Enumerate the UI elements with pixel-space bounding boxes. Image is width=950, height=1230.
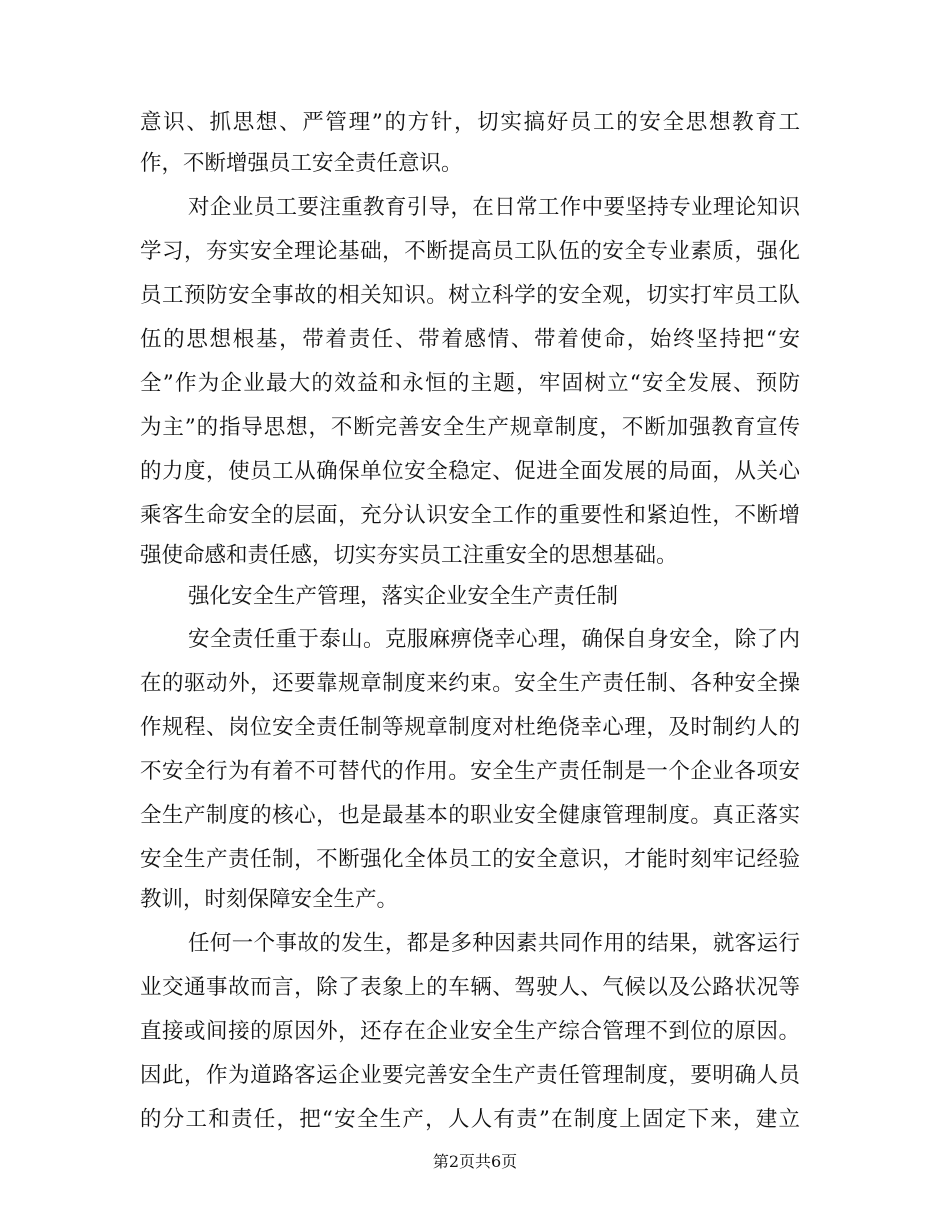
- text-line: 任何一个事故的发生，都是多种因素共同作用的结果，就客运行: [188, 931, 800, 956]
- text-line: 伍的思想根基，带着责任、带着感情、带着使命，始终坚持把“安: [140, 327, 800, 352]
- text-line: 对企业员工要注重教育引导，在日常工作中要坚持专业理论知识: [188, 195, 800, 220]
- text-line: 业交通事故而言，除了表象上的车辆、驾驶人、气候以及公路状况等: [140, 975, 800, 1000]
- text-line: 员工预防安全事故的相关知识。树立科学的安全观，切实打牢员工队: [140, 283, 800, 308]
- text-line: 乘客生命安全的层面，充分认识安全工作的重要性和紧迫性，不断增: [140, 503, 800, 528]
- text-line: 在的驱动外，还要靠规章制度来约束。安全生产责任制、各种安全操: [140, 671, 800, 696]
- text-line: 意识、抓思想、严管理”的方针，切实搞好员工的安全思想教育工: [140, 110, 800, 135]
- text-line: 强使命感和责任感，切实夯实员工注重安全的思想基础。: [140, 543, 678, 568]
- section-heading: 强化安全生产管理，落实企业安全生产责任制: [188, 584, 619, 609]
- text-line: 因此，作为道路客运企业要完善安全生产责任管理制度，要明确人员: [140, 1063, 800, 1088]
- text-line: 教训，时刻保障安全生产。: [140, 887, 399, 912]
- text-line: 作规程、岗位安全责任制等规章制度对杜绝侥幸心理，及时制约人的: [140, 715, 800, 740]
- text-line: 安全生产责任制，不断强化全体员工的安全意识，才能时刻牢记经验: [140, 847, 800, 872]
- text-line: 安全责任重于泰山。克服麻痹侥幸心理，确保自身安全，除了内: [188, 627, 800, 652]
- text-line: 直接或间接的原因外，还存在企业安全生产综合管理不到位的原因。: [140, 1019, 800, 1044]
- text-line: 全生产制度的核心，也是最基本的职业安全健康管理制度。真正落实: [140, 803, 800, 828]
- text-line: 的力度，使员工从确保单位安全稳定、促进全面发展的局面，从关心: [140, 459, 800, 484]
- text-line: 学习，夯实安全理论基础，不断提高员工队伍的安全专业素质，强化: [140, 239, 800, 264]
- page-number-footer: 第2页共6页: [432, 1152, 518, 1171]
- text-line: 为主”的指导思想，不断完善安全生产规章制度，不断加强教育宣传: [140, 415, 800, 440]
- text-line: 作，不断增强员工安全责任意识。: [140, 151, 463, 176]
- text-line: 的分工和责任，把“安全生产，人人有责”在制度上固定下来，建立: [140, 1107, 800, 1132]
- text-line: 全”作为企业最大的效益和永恒的主题，牢固树立“安全发展、预防: [140, 371, 800, 396]
- text-line: 不安全行为有着不可替代的作用。安全生产责任制是一个企业各项安: [140, 759, 800, 784]
